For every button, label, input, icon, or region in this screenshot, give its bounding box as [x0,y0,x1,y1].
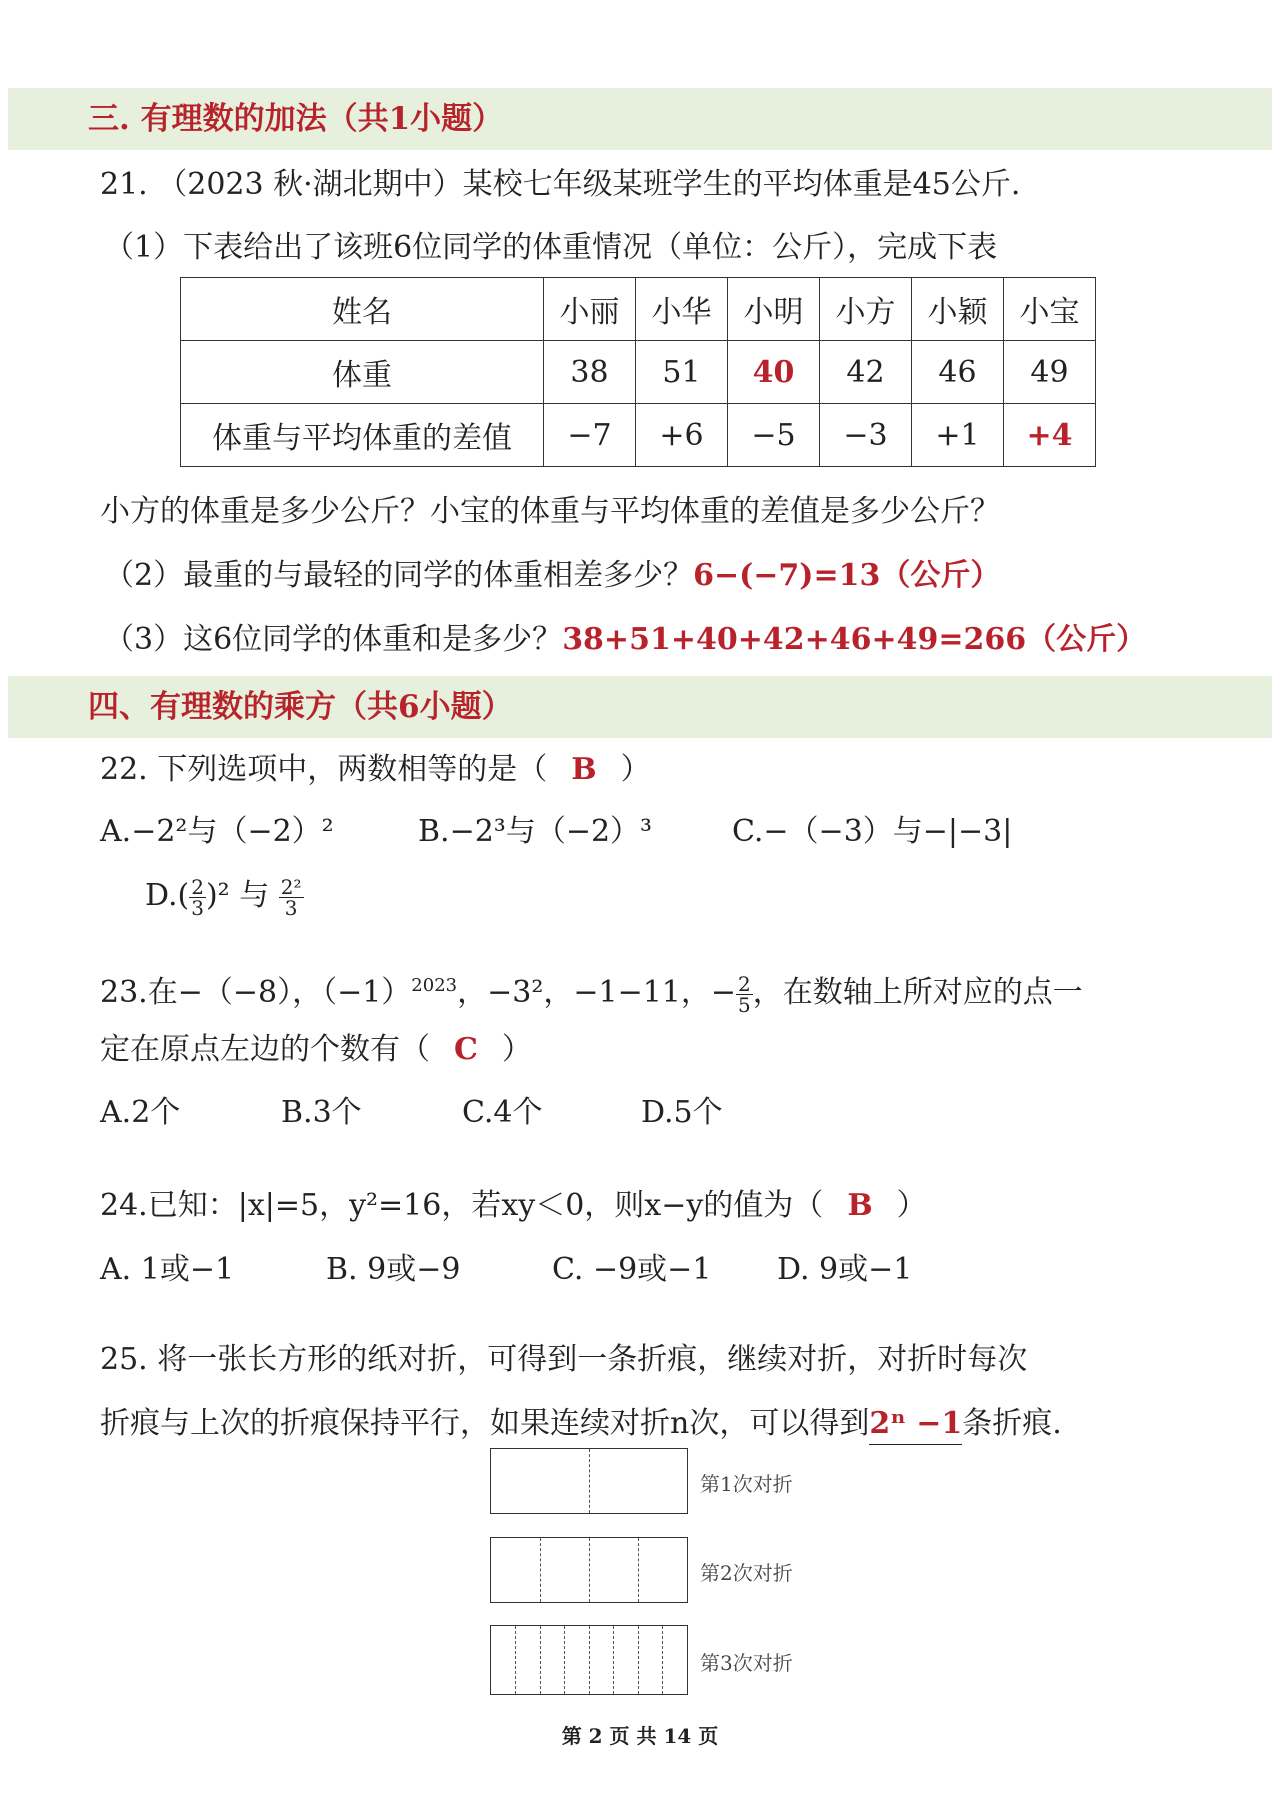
fraction-numerator: 2 [738,971,751,996]
answer-blank: 2ⁿ −1 [869,1404,962,1445]
option-c: C.−（−3）与−|−3| [732,814,1013,849]
answer-letter: B [847,1188,873,1223]
exponent: 2023 [411,975,458,996]
stem-text: ，在数轴上所对应的点一 [752,975,1083,1010]
fold-diagram-3 [490,1625,688,1695]
crease-line [564,1626,565,1694]
option-a: A. 1或−1 [100,1252,235,1287]
table-cell: −7 [544,404,636,467]
part3-answer: 38+51+40+42+46+49=266（公斤） [562,622,1147,657]
table-cell: 小方 [820,278,912,341]
option-d-text: )² 与 [205,878,270,913]
table-cell: +6 [636,404,728,467]
part2-text: （2）最重的与最轻的同学的体重相差多少？ [104,558,694,593]
option-d: D.5个 [641,1095,723,1130]
fold-diagram-1 [490,1448,688,1514]
fraction [736,971,753,1017]
answer-letter: B [571,752,597,787]
table-row [181,404,1096,467]
crease-line [662,1626,663,1694]
stem-text: ） [620,752,651,787]
crease-line [638,1626,639,1694]
fold-label: 第3次对折 [700,1651,793,1675]
table-cell: 小华 [636,278,728,341]
table-cell: 46 [912,341,1004,404]
crease-line [613,1626,614,1694]
answer-cell: 40 [728,341,820,404]
crease-line [515,1626,516,1694]
table-cell: 姓名 [181,278,544,341]
crease-line [638,1538,639,1602]
fraction [189,874,206,920]
table-cell: 体重与平均体重的差值 [181,404,544,467]
table-cell: 49 [1004,341,1096,404]
crease-line [589,1626,590,1694]
answer-cell: +4 [1004,404,1096,467]
page-footer: 第 2 页 共 14 页 [561,1724,719,1748]
fraction-denominator: 3 [191,895,204,920]
table-cell: 小明 [728,278,820,341]
table-cell: −5 [728,404,820,467]
option-d-text: D.( [145,878,190,913]
option-b: B.3个 [281,1095,362,1130]
question-25-line2 [100,1404,1062,1445]
fold-diagram-2 [490,1537,688,1603]
table-row [181,278,1096,341]
fraction-numerator: 2 [191,874,204,899]
table-row [181,341,1096,404]
stem-text: 22. 下列选项中，两数相等的是（ [100,752,548,787]
fold-label: 第2次对折 [700,1561,793,1585]
table-cell: 小宝 [1004,278,1096,341]
option-b: B.−2³与（−2）³ [418,814,653,849]
crease-line [589,1449,590,1513]
question-23-line2 [100,1030,532,1070]
fraction-denominator: 5 [738,992,751,1017]
question-21-stem: 21. （2023 秋·湖北期中）某校七年级某班学生的平均体重是45公斤. [100,167,1021,202]
section-title: 三. 有理数的加法（共1小题） [88,101,504,137]
option-a: A.−2²与（−2）² [100,814,334,849]
table-cell: 38 [544,341,636,404]
question-21-part2 [104,556,1000,596]
option-b: B. 9或−9 [326,1252,461,1287]
answer-letter: C [454,1032,478,1067]
part3-text: （3）这6位同学的体重和是多少？ [104,622,563,657]
stem-text: 24.已知：|x|=5，y²=16，若xy＜0，则x−y的值为（ [100,1188,824,1223]
fold-label: 第1次对折 [700,1472,793,1496]
crease-line [540,1538,541,1602]
table-cell: +1 [912,404,1004,467]
stem-text: ） [896,1188,927,1223]
weight-table [180,277,1096,467]
option-a: A.2个 [100,1095,181,1130]
section-title: 四、有理数的乘方（共6小题） [88,689,513,725]
question-21-question-line: 小方的体重是多少公斤？小宝的体重与平均体重的差值是多少公斤？ [100,494,1000,529]
table-cell: 小丽 [544,278,636,341]
fraction [279,874,304,920]
stem-text: 条折痕. [962,1406,1062,1441]
stem-text: 折痕与上次的折痕保持平行，如果连续对折n次，可以得到 [100,1406,870,1441]
part2-answer: 6−(−7)=13（公斤） [693,558,1001,593]
option-c: C.4个 [462,1095,543,1130]
stem-text: ，−3²，−1−11，− [457,975,737,1010]
crease-line [589,1538,590,1602]
stem-text: 23.在−（−8），（−1） [100,975,412,1010]
question-24-stem [100,1186,927,1226]
question-22-stem [100,750,651,790]
question-21-part3 [104,620,1146,660]
option-d [145,876,304,918]
table-cell: 体重 [181,341,544,404]
crease-line [540,1626,541,1694]
table-cell: 小颖 [912,278,1004,341]
table-cell: 51 [636,341,728,404]
stem-text: ） [501,1032,532,1067]
fraction-numerator: 2² [280,874,302,899]
table-cell: −3 [820,404,912,467]
question-25-line1: 25. 将一张长方形的纸对折，可得到一条折痕，继续对折，对折时每次 [100,1342,1028,1377]
question-21-part1: （1）下表给出了该班6位同学的体重情况（单位：公斤），完成下表 [104,230,998,265]
option-d: D. 9或−1 [777,1252,913,1287]
fraction-denominator: 3 [284,895,298,920]
option-c: C. −9或−1 [552,1252,712,1287]
table-cell: 42 [820,341,912,404]
question-23-line1 [100,966,1083,1015]
stem-text: 定在原点左边的个数有（ [100,1032,430,1067]
